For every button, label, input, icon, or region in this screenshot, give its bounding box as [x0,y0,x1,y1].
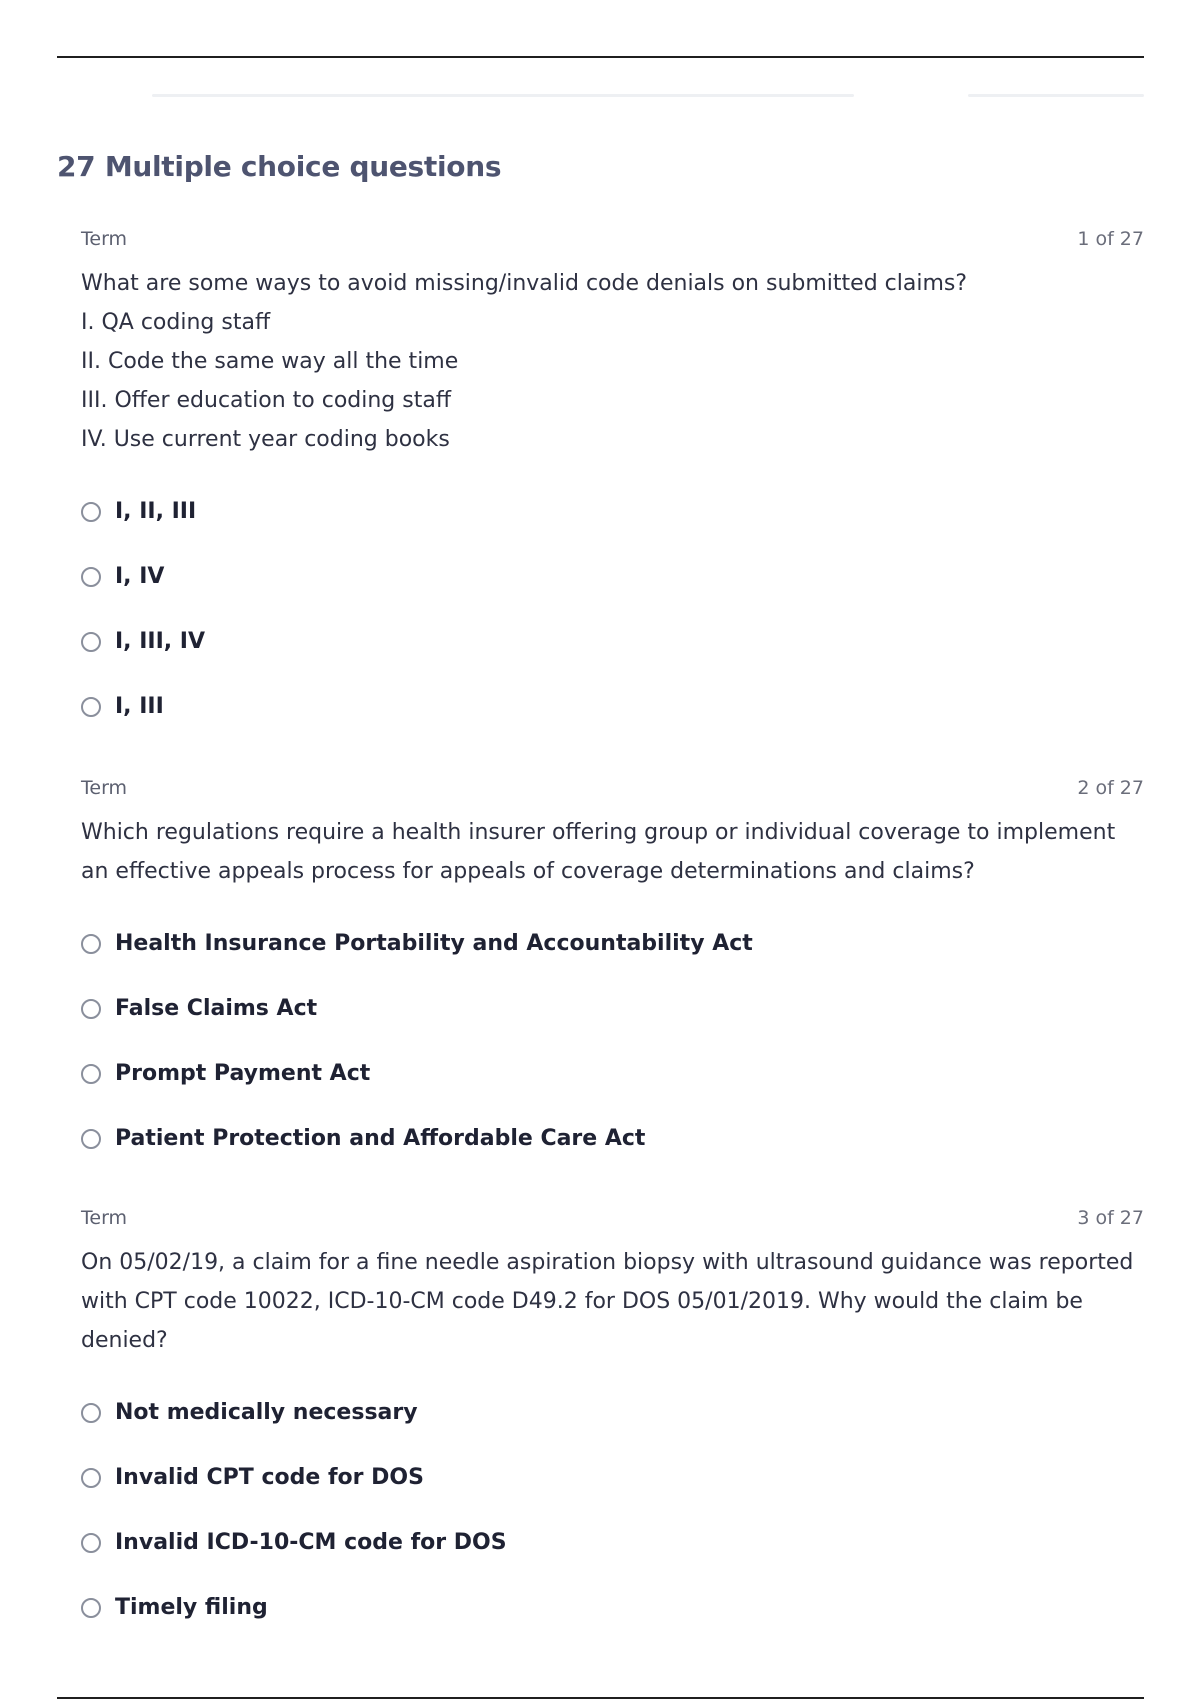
question-prompt [81,1243,1144,1360]
answer-options [81,1376,1144,1644]
question-card [81,1207,1144,1644]
answer-option[interactable] [81,605,1144,678]
answer-option[interactable] [81,1102,1144,1175]
prompt-line: II. Code the same way all the time [81,349,459,374]
answer-option-label: Health Insurance Portability and Accountability Act [115,931,753,956]
answer-option[interactable] [81,1037,1144,1110]
radio-button[interactable] [81,1403,101,1423]
radio-button[interactable] [81,1598,101,1618]
answer-option[interactable] [81,1506,1144,1579]
answer-option[interactable] [81,1441,1144,1514]
answer-option[interactable] [81,540,1144,613]
prompt-line: III. Offer education to coding staff [81,388,451,413]
radio-button[interactable] [81,934,101,954]
answer-options [81,475,1144,743]
question-prompt [81,264,1144,459]
radio-button[interactable] [81,1129,101,1149]
radio-button[interactable] [81,567,101,587]
answer-option[interactable] [81,1571,1144,1644]
answer-option-label: False Claims Act [115,996,318,1021]
term-label: Term [81,228,128,250]
question-card [81,228,1144,743]
radio-button[interactable] [81,697,101,717]
top-rule [57,56,1144,58]
question-card [81,777,1144,1175]
prompt-line: with CPT code 10022, ICD-10-CM code D49.2 for DOS 05/01/2019. Why would the claim be [81,1289,1083,1314]
answer-options [81,907,1144,1175]
faded-header-line [152,94,854,97]
radio-button[interactable] [81,1533,101,1553]
prompt-line: denied? [81,1328,168,1353]
term-label: Term [81,1207,128,1229]
prompt-line: I. QA coding staff [81,310,271,335]
answer-option-label: Not medically necessary [115,1400,418,1425]
prompt-line: What are some ways to avoid missing/invalid code denials on submitted claims? [81,271,968,296]
answer-option[interactable] [81,670,1144,743]
radio-button[interactable] [81,632,101,652]
question-counter: 1 of 27 [1077,228,1144,250]
prompt-line: an effective appeals process for appeals of coverage determinations and claims? [81,859,975,884]
question-counter: 3 of 27 [1077,1207,1144,1229]
answer-option-label: I, III, IV [115,629,205,654]
prompt-line: Which regulations require a health insurer offering group or individual coverage to implement [81,820,1116,845]
answer-option-label: Invalid CPT code for DOS [115,1465,424,1490]
question-prompt [81,813,1144,891]
answer-option-label: I, II, III [115,499,197,524]
answer-option-label: Patient Protection and Affordable Care Act [115,1126,646,1151]
answer-option[interactable] [81,907,1144,980]
bottom-rule [57,1697,1144,1699]
answer-option-label: I, IV [115,564,165,589]
term-label: Term [81,777,128,799]
question-counter: 2 of 27 [1077,777,1144,799]
answer-option[interactable] [81,475,1144,548]
answer-option[interactable] [81,1376,1144,1449]
faded-header-line-right [968,94,1144,97]
prompt-line: On 05/02/19, a claim for a fine needle aspiration biopsy with ultrasound guidance was reported [81,1250,1134,1275]
radio-button[interactable] [81,1468,101,1488]
radio-button[interactable] [81,1064,101,1084]
radio-button[interactable] [81,502,101,522]
answer-option-label: Prompt Payment Act [115,1061,371,1086]
radio-button[interactable] [81,999,101,1019]
answer-option-label: I, III [115,694,164,719]
prompt-line: IV. Use current year coding books [81,427,450,452]
answer-option-label: Invalid ICD-10-CM code for DOS [115,1530,507,1555]
section-title: 27 Multiple choice questions [57,150,502,183]
answer-option[interactable] [81,972,1144,1045]
answer-option-label: Timely filing [115,1595,268,1620]
